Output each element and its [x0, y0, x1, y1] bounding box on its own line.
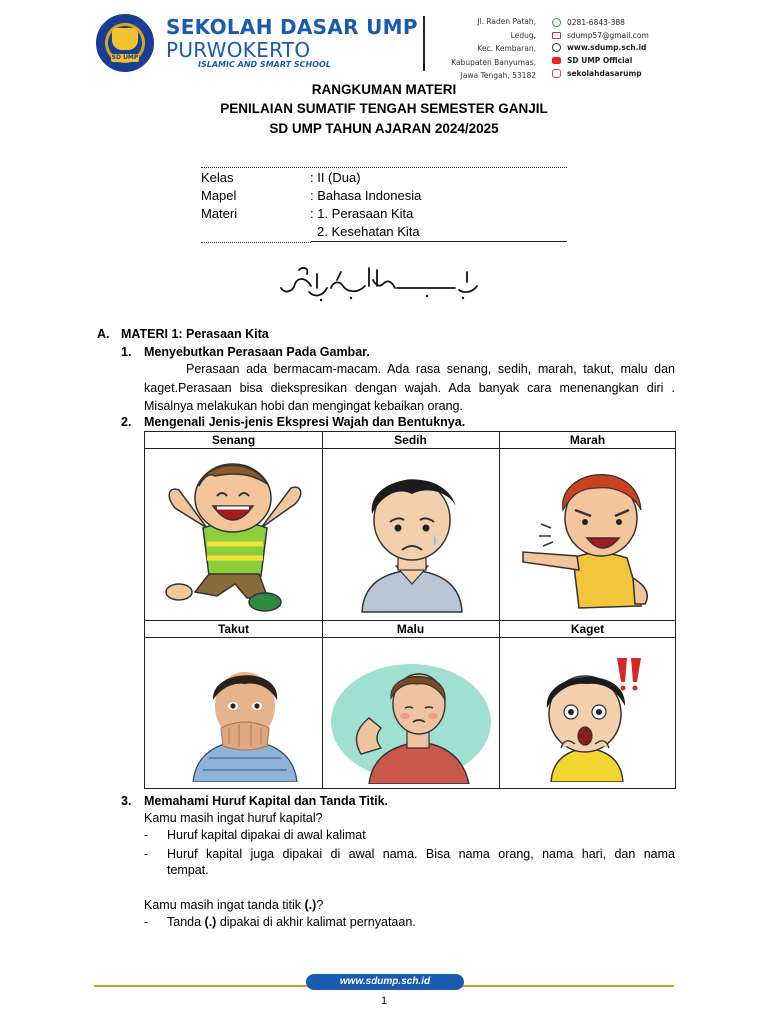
item1-number: 1.	[121, 345, 132, 359]
bullet-dash: -	[144, 915, 149, 929]
contact-instagram: sekolahdasarump	[552, 67, 649, 80]
expression-label-senang: Senang	[211, 433, 256, 447]
bullet-full-stop: Tanda (.) dipakai di akhir kalimat pernyataan.	[167, 915, 416, 929]
whatsapp-icon	[552, 18, 561, 27]
question-full-stop: Kamu masih ingat tanda titik (.)?	[144, 898, 324, 912]
footer-website: www.sdump.sch.id	[306, 974, 464, 990]
table-divider	[322, 432, 323, 788]
contact-list	[552, 16, 649, 80]
item1-title: Menyebutkan Perasaan Pada Gambar.	[144, 345, 370, 359]
doc-title-line3: SD UMP TAHUN AJARAN 2024/2025	[269, 121, 499, 136]
youtube-icon	[552, 57, 561, 64]
bullet-dash: -	[144, 828, 149, 842]
item2-title: Mengenali Jenis-jenis Ekspresi Wajah dan Bentuknya.	[144, 415, 466, 429]
expression-label-marah: Marah	[569, 433, 606, 447]
bullet-capital-2: Huruf kapital juga dipakai di awal nama. Bisa nama orang, nama hari, dan nama	[167, 847, 675, 861]
happy-child-image	[155, 456, 313, 614]
info-bottom-rule	[311, 241, 567, 242]
sad-boy-image	[352, 462, 472, 614]
expression-label-malu: Malu	[396, 622, 425, 636]
angry-boy-image	[517, 458, 659, 614]
school-city: PURWOKERTO	[166, 38, 311, 62]
shy-person-image	[329, 658, 495, 784]
question-capital-letter: Kamu masih ingat huruf kapital?	[144, 811, 323, 825]
info-bottom-rule-dotted	[201, 242, 311, 243]
expression-table	[144, 431, 676, 789]
school-name: SEKOLAH DASAR UMP	[166, 15, 418, 39]
table-divider	[145, 637, 675, 638]
section-letter: A.	[97, 327, 110, 341]
bullet-dash: -	[144, 847, 149, 861]
doc-title-line1: RANGKUMAN MATERI	[311, 82, 457, 97]
surprised-boy-image	[535, 652, 645, 782]
basmalah-calligraphy	[277, 262, 485, 306]
item3-number: 3.	[121, 794, 132, 808]
globe-icon	[552, 43, 561, 52]
school-logo: SD UMP	[96, 14, 154, 72]
page-number: 1	[380, 995, 388, 1007]
contact-phone: 0281-6843-388	[552, 16, 649, 29]
expression-label-kaget: Kaget	[570, 622, 605, 636]
doc-title-line2: PENILAIAN SUMATIF TENGAH SEMESTER GANJIL	[220, 101, 548, 116]
mail-icon	[552, 32, 561, 39]
table-divider	[499, 432, 500, 788]
item2-number: 2.	[121, 415, 132, 429]
section-heading: MATERI 1: Perasaan Kita	[121, 327, 269, 341]
contact-email: sdump57@gmail.com	[552, 29, 649, 42]
item3-title: Memahami Huruf Kapital dan Tanda Titik.	[144, 794, 389, 808]
school-tagline: ISLAMIC AND SMART SCHOOL	[198, 60, 331, 69]
bullet-capital-2-cont: tempat.	[167, 863, 209, 877]
bullet-capital-1: Huruf kapital dipakai di awal kalimat	[167, 828, 366, 842]
expression-label-sedih: Sedih	[394, 433, 427, 447]
table-divider	[145, 448, 675, 449]
contact-website: www.sdump.sch.id	[552, 42, 649, 55]
instagram-icon	[552, 69, 561, 78]
info-top-rule	[201, 167, 567, 168]
contact-youtube: SD UMP Official	[552, 54, 649, 67]
item1-paragraph: Perasaan ada bermacam-macam. Ada rasa senang, sedih, marah, takut, malu dan kaget.Perasaan bisa diekspresikan dengan wajah. Ada banyak cara menenangkan diri . Misalnya melakukan hobi dan mengingat kebaikan orang.	[144, 362, 675, 414]
scared-child-image	[189, 662, 301, 782]
school-address: Jl. Raden Patah, Ledug, Kec. Kembaran, Kabupaten Banyumas, Jawa Tengah, 53182	[451, 17, 536, 81]
expression-label-takut: Takut	[217, 622, 250, 636]
